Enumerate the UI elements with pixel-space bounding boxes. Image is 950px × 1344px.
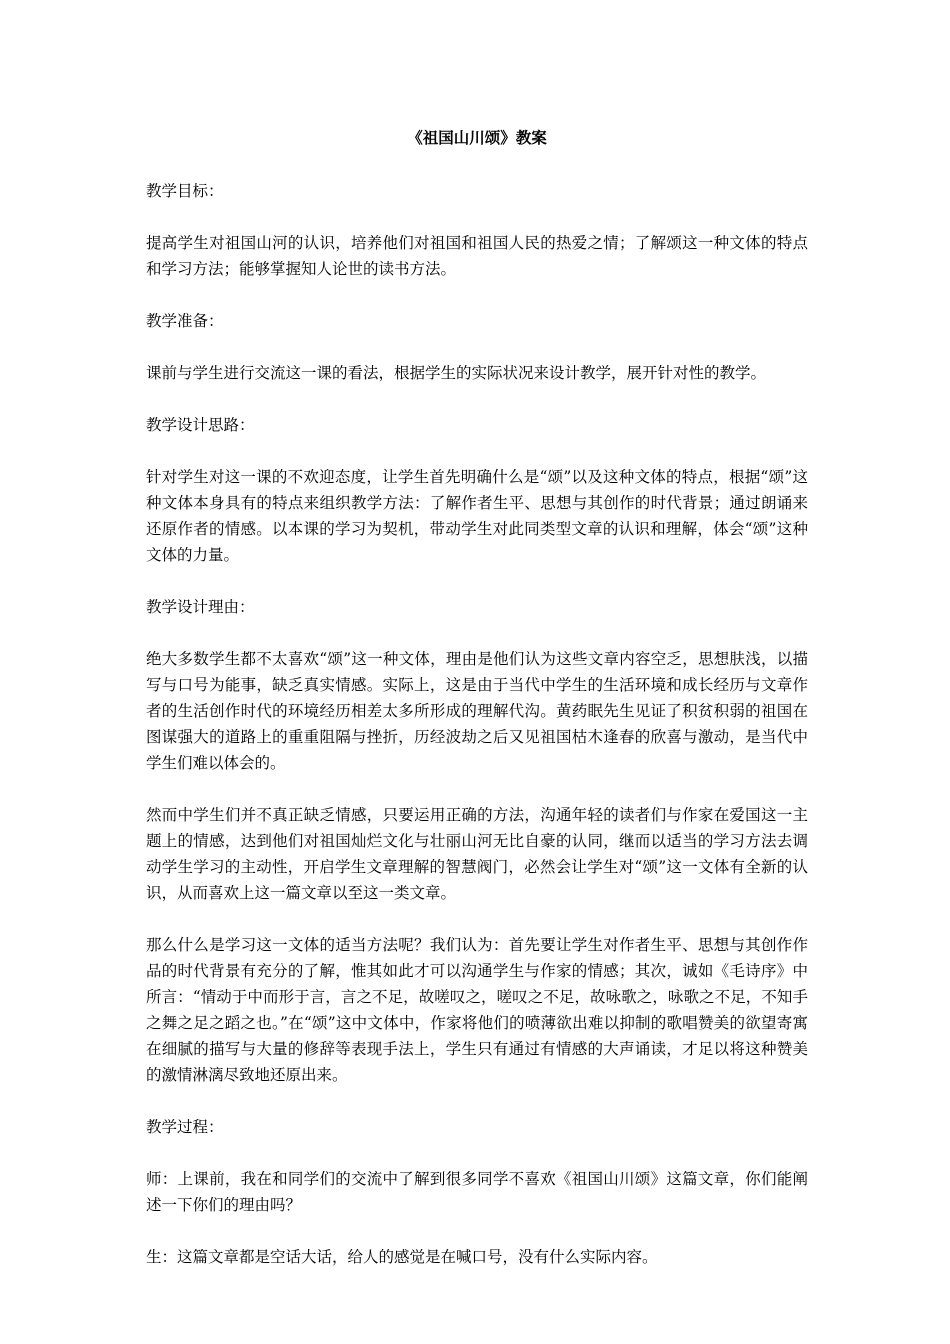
section-heading-design-idea: 教学设计思路： [146, 416, 255, 434]
section-heading-preparation: 教学准备： [146, 312, 224, 330]
paragraph-design-reason-2: 然而中学生们并不真正缺乏情感，只要运用正确的方法，沟通年轻的读者们与作家在爱国这一主题上的情感，达到他们对祖国灿烂文化与壮丽山河无比自豪的认同，继而以适当的学习方法去调动学生学习的主动性，开启学生文章理解的智慧阀门，必然会让学生对“颂”这一文体有全新的认识，从而喜欢上这一篇文章以至这一类文章。 [146, 806, 808, 902]
paragraph-design-reason-1: 绝大多数学生都不太喜欢“颂”这一种文体，理由是他们认为这些文章内容空乏，思想肤浅，以描写与口号为能事，缺乏真实情感。实际上，这是由于当代中学生的生活环境和成长经历与文章作者的生活创作时代的环境经历相差太多所形成的理解代沟。黄药眠先生见证了积贫积弱的祖国在图谋强大的道路上的重重阻隔与挫折，历经波劫之后又见祖国枯木逢春的欣喜与激动，是当代中学生们难以体会的。 [146, 650, 808, 772]
section-heading-process: 教学过程： [146, 1118, 224, 1136]
document-body [146, 126, 808, 1296]
document-title: 《祖国山川颂》教案 [407, 129, 547, 147]
section-heading-objectives: 教学目标： [146, 182, 224, 200]
paragraph-preparation: 课前与学生进行交流这一课的看法，根据学生的实际状况来设计教学，展开针对性的教学。 [146, 364, 767, 382]
paragraph-design-idea: 针对学生对这一课的不欢迎态度，让学生首先明确什么是“颂”以及这种文体的特点，根据“颂”这种文体本身具有的特点来组织教学方法：了解作者生平、思想与其创作的时代背景；通过朗诵来还原作者的情感。以本课的学习为契机，带动学生对此同类型文章的认识和理解，体会“颂”这种文体的力量。 [146, 468, 808, 564]
paragraph-objectives: 提高学生对祖国山河的认识，培养他们对祖国和祖国人民的热爱之情；了解颂这一种文体的特点和学习方法；能够掌握知人论世的读书方法。 [146, 234, 808, 278]
paragraph-teacher-question: 师：上课前，我在和同学们的交流中了解到很多同学不喜欢《祖国山川颂》这篇文章，你们能阐述一下你们的理由吗？ [146, 1170, 808, 1214]
paragraph-design-reason-3: 那么什么是学习这一文体的适当方法呢？我们认为：首先要让学生对作者生平、思想与其创作作品的时代背景有充分的了解，惟其如此才可以沟通学生与作家的情感；其次，诚如《毛诗序》中所言：“情动于中而形于言，言之不足，故嗟叹之，嗟叹之不足，故咏歌之，咏歌之不足，不知手之舞之足之蹈之也。”在“颂”这中文体中，作家将他们的喷薄欲出难以抑制的歌唱赞美的欲望寄寓在细腻的描写与大量的修辞等表现手法上，学生只有通过有情感的大声诵读，才足以将这种赞美的激情淋漓尽致地还原出来。 [146, 936, 808, 1084]
section-heading-design-reason: 教学设计理由： [146, 598, 255, 616]
paragraph-student-answer: 生：这篇文章都是空话大话，给人的感觉是在喊口号，没有什么实际内容。 [146, 1248, 658, 1266]
